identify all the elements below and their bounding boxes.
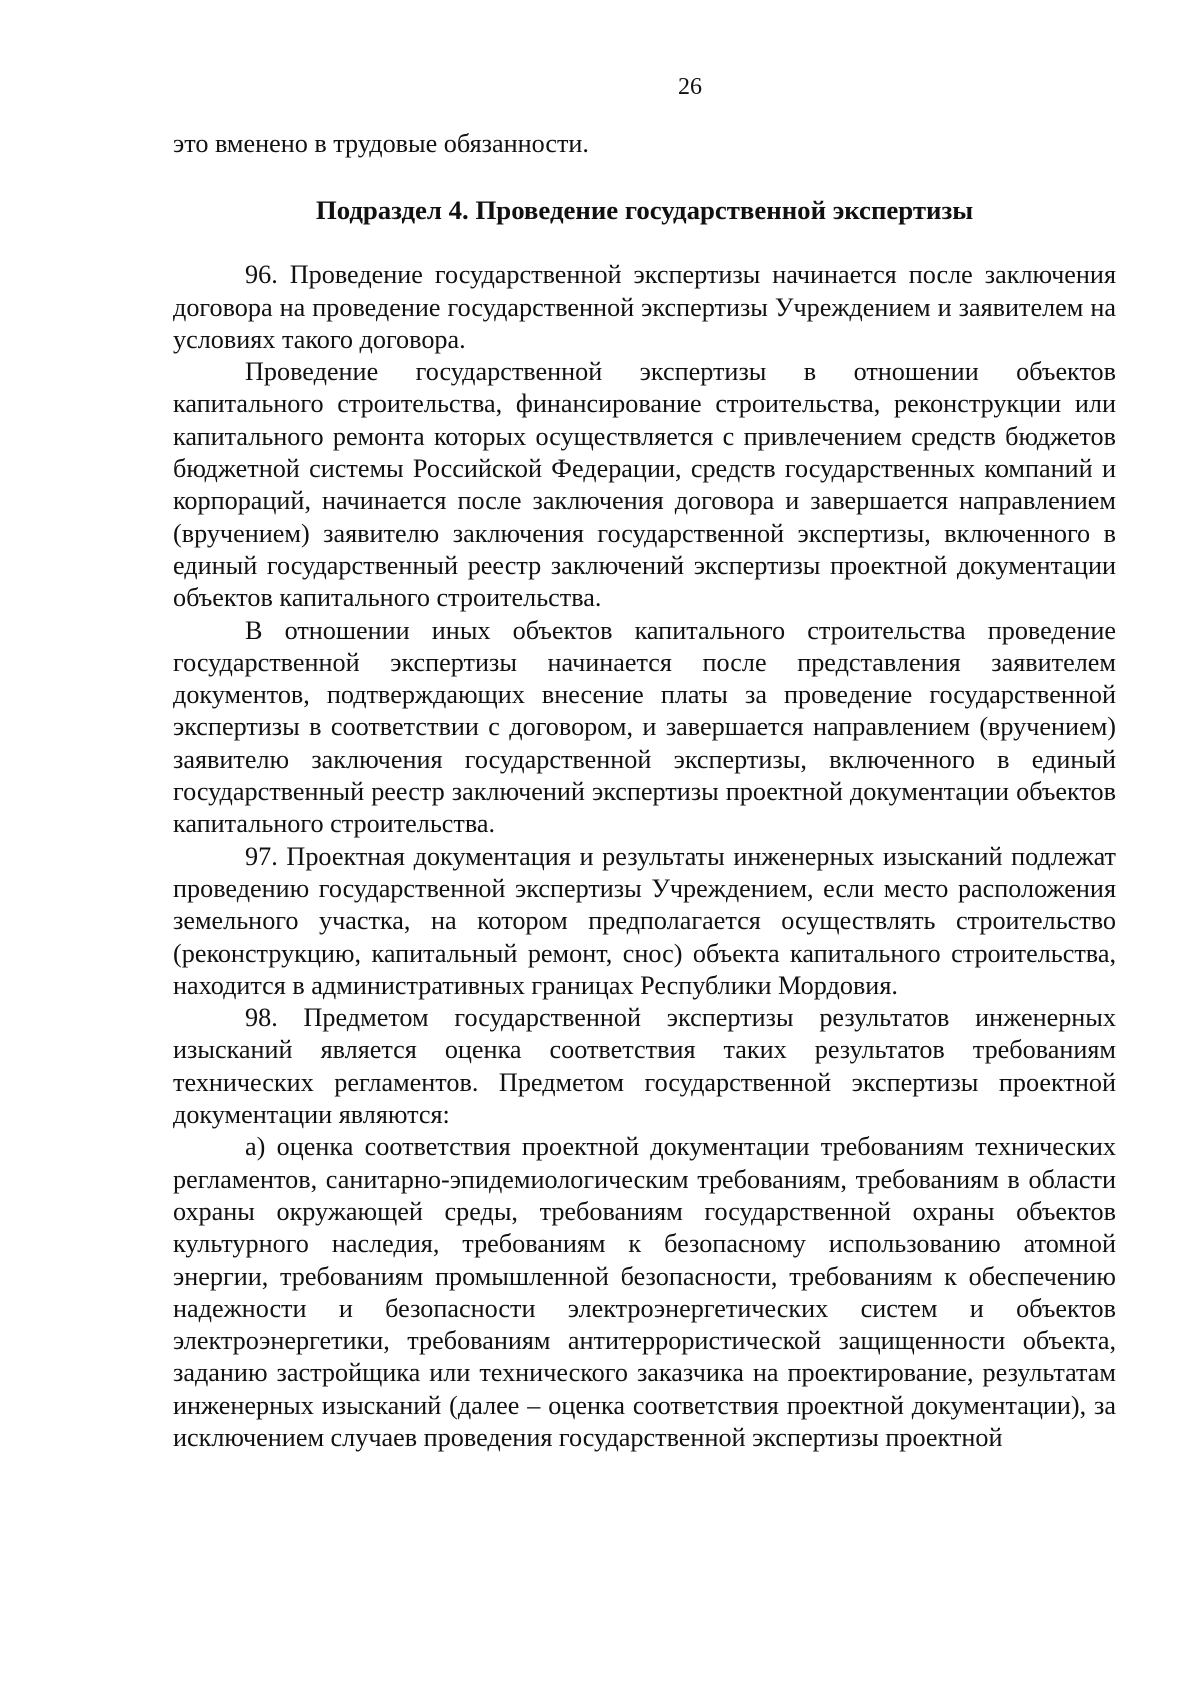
paragraph-budget-objects: Проведение государственной экспертизы в отношении объектов капитального строительства, финансирование строительства, реконструкции или капитального ремонта которых осуществляется с привлечением средств бюджетов бюджетной системы Российской Федерации, средств государственных компаний и корпораций, начинается после заключения договора и завершается направлением (вручением) заявителю заключения государственной экспертизы, включенного в единый государственный реестр заключений экспертизы проектной документации объектов капитального строительства. (173, 357, 1116, 613)
paragraph-98: 98. Предметом государственной экспертизы результатов инженерных изысканий является оценка соответствия таких результатов требованиям технических регламентов. Предметом государственной экспертизы проектной документации являются: (173, 1003, 1116, 1130)
paragraph-98-a: а) оценка соответствия проектной документации требованиям технических регламентов, санитарно-эпидемиологическим требованиям, требованиям в области охраны окружающей среды, требованиям государственной охраны объектов культурного наследия, требованиям к безопасному использованию атомной энергии, требованиям промышленной безопасности, требованиям к обеспечению надежности и безопасности электроэнергетических систем и объектов электроэнергетики, требованиям антитеррористической защищенности объекта, заданию застройщика или технического заказчика на проектирование, результатам инженерных изысканий (далее – оценка соответствия проектной документации), за исключением случаев проведения государственной экспертизы проектной (173, 1132, 1116, 1452)
page-number: 26 (678, 74, 702, 100)
paragraph-97: 97. Проектная документация и результаты инженерных изысканий подлежат проведению государственной экспертизы Учреждением, если место расположения земельного участка, на котором предполагается осуществлять строительство (реконструкцию, капитальный ремонт, снос) объекта капитального строительства, находится в административных границах Республики Мордовия. (173, 841, 1116, 1000)
paragraph-96: 96. Проведение государственной экспертизы начинается после заключения договора на проведение государственной экспертизы Учреждением и заявителем на условиях такого договора. (173, 260, 1116, 354)
section-heading: Подраздел 4. Проведение государственной экспертизы (315, 195, 974, 226)
paragraph-other-objects: В отношении иных объектов капитального строительства проведение государственной экспертизы начинается после представления заявителем документов, подтверждающих внесение платы за проведение государственной экспертизы в соответствии с договором, и завершается направлением (вручением) заявителю заключения государственной экспертизы, включенного в единый государственный реестр заключений экспертизы проектной документации объектов капитального строительства. (173, 615, 1116, 839)
intro-line: это вменено в трудовые обязанности. (173, 129, 589, 158)
document-body (173, 128, 1116, 1454)
